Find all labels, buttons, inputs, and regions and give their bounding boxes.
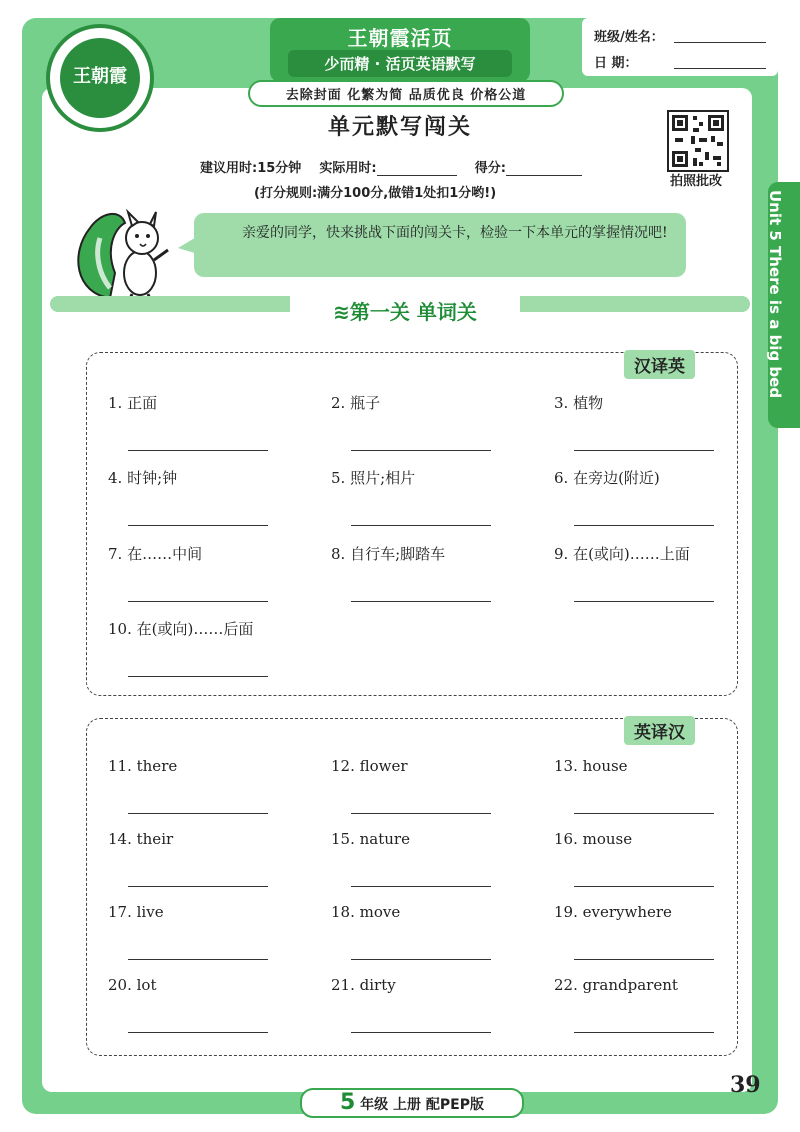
student-info-box <box>582 18 778 76</box>
logo-emblem <box>60 38 140 118</box>
question-1: 1. 正面 <box>108 394 158 412</box>
answer-line-10[interactable] <box>128 676 268 677</box>
date-blank[interactable] <box>674 68 766 69</box>
qr-code[interactable] <box>667 110 729 172</box>
qr-label: 拍照批改 <box>669 174 722 189</box>
question-3: 3. 植物 <box>554 394 604 412</box>
actual-time-blank[interactable] <box>377 160 457 176</box>
question-22: 22. grandparent <box>554 976 678 994</box>
answer-line-21[interactable] <box>351 1032 491 1033</box>
answer-line-6[interactable] <box>574 525 714 526</box>
answer-line-20[interactable] <box>128 1032 268 1033</box>
answer-line-9[interactable] <box>574 601 714 602</box>
qr-code-icon <box>669 112 727 170</box>
bubble-pointer-icon <box>178 236 198 256</box>
brand-logo <box>46 24 154 132</box>
section-en-cn-box <box>86 718 738 1056</box>
suggested-time: 建议用时:15分钟 <box>200 161 302 176</box>
answer-line-12[interactable] <box>351 813 491 814</box>
answer-line-19[interactable] <box>574 959 714 960</box>
scoring-rule: (打分规则:满分100分,做错1处扣1分哟!) <box>254 186 497 201</box>
class-name-blank[interactable] <box>674 42 766 43</box>
answer-line-7[interactable] <box>128 601 268 602</box>
section-en-cn-tag: 英译汉 <box>624 716 695 745</box>
brand-subtitle: 少而精 · 活页英语默写 <box>288 50 512 77</box>
question-10: 10. 在(或向)……后面 <box>108 620 254 638</box>
answer-line-2[interactable] <box>351 450 491 451</box>
question-12: 12. flower <box>331 757 408 775</box>
question-4: 4. 时钟;钟 <box>108 469 178 487</box>
answer-line-4[interactable] <box>128 525 268 526</box>
page-title: 单元默写闯关 <box>327 114 472 140</box>
section-cn-en-tag: 汉译英 <box>624 350 695 379</box>
question-17: 17. live <box>108 903 164 921</box>
answer-line-14[interactable] <box>128 886 268 887</box>
question-9: 9. 在(或向)……上面 <box>554 545 690 563</box>
chevron-down-icon <box>52 540 68 564</box>
question-21: 21. dirty <box>331 976 396 994</box>
question-19: 19. everywhere <box>554 903 672 921</box>
question-6: 6. 在旁边(附近) <box>554 469 660 487</box>
answer-line-15[interactable] <box>351 886 491 887</box>
logo-text: 王朝霞 <box>73 66 127 87</box>
class-name-label: 班级/姓名： <box>594 30 664 45</box>
section-cn-en-box <box>86 352 738 696</box>
question-7: 7. 在……中间 <box>108 545 203 563</box>
question-11: 11. there <box>108 757 178 775</box>
question-15: 15. nature <box>331 830 410 848</box>
answer-line-18[interactable] <box>351 959 491 960</box>
unit-side-label: Unit 5 There is a big bed <box>766 190 784 399</box>
time-row <box>200 157 582 176</box>
answer-line-1[interactable] <box>128 450 268 451</box>
question-2: 2. 瓶子 <box>331 394 381 412</box>
answer-line-22[interactable] <box>574 1032 714 1033</box>
question-13: 13. house <box>554 757 628 775</box>
actual-time-label: 实际用时: <box>319 161 377 176</box>
answer-line-17[interactable] <box>128 959 268 960</box>
score-label: 得分: <box>474 161 506 176</box>
question-5: 5. 照片;相片 <box>331 469 416 487</box>
answer-line-5[interactable] <box>351 525 491 526</box>
question-8: 8. 自行车;脚踏车 <box>331 545 446 563</box>
grade-text: 年级 上册 配PEP版 <box>360 1097 485 1113</box>
page-number: 39 <box>730 1072 761 1098</box>
squirrel-mascot-icon <box>70 198 180 308</box>
chevron-down-icon <box>52 902 68 926</box>
question-14: 14. their <box>108 830 174 848</box>
grade-number: 5 <box>339 1090 356 1115</box>
brand-title: 王朝霞活页 <box>347 26 453 50</box>
intro-text: 亲爱的同学，快来挑战下面的闯关卡，检验一下本单元的掌握情况吧! <box>242 225 668 241</box>
date-label: 日 期： <box>594 56 638 71</box>
grade-footer <box>300 1088 524 1118</box>
answer-line-13[interactable] <box>574 813 714 814</box>
question-20: 20. lot <box>108 976 157 994</box>
slogan: 去除封面 化繁为简 品质优良 价格公道 <box>248 80 564 107</box>
answer-line-3[interactable] <box>574 450 714 451</box>
answer-line-8[interactable] <box>351 601 491 602</box>
stage-title: ≋第一关 单词关 <box>290 296 520 328</box>
answer-line-11[interactable] <box>128 813 268 814</box>
question-18: 18. move <box>331 903 401 921</box>
score-blank[interactable] <box>506 160 582 176</box>
question-16: 16. mouse <box>554 830 633 848</box>
answer-line-16[interactable] <box>574 886 714 887</box>
